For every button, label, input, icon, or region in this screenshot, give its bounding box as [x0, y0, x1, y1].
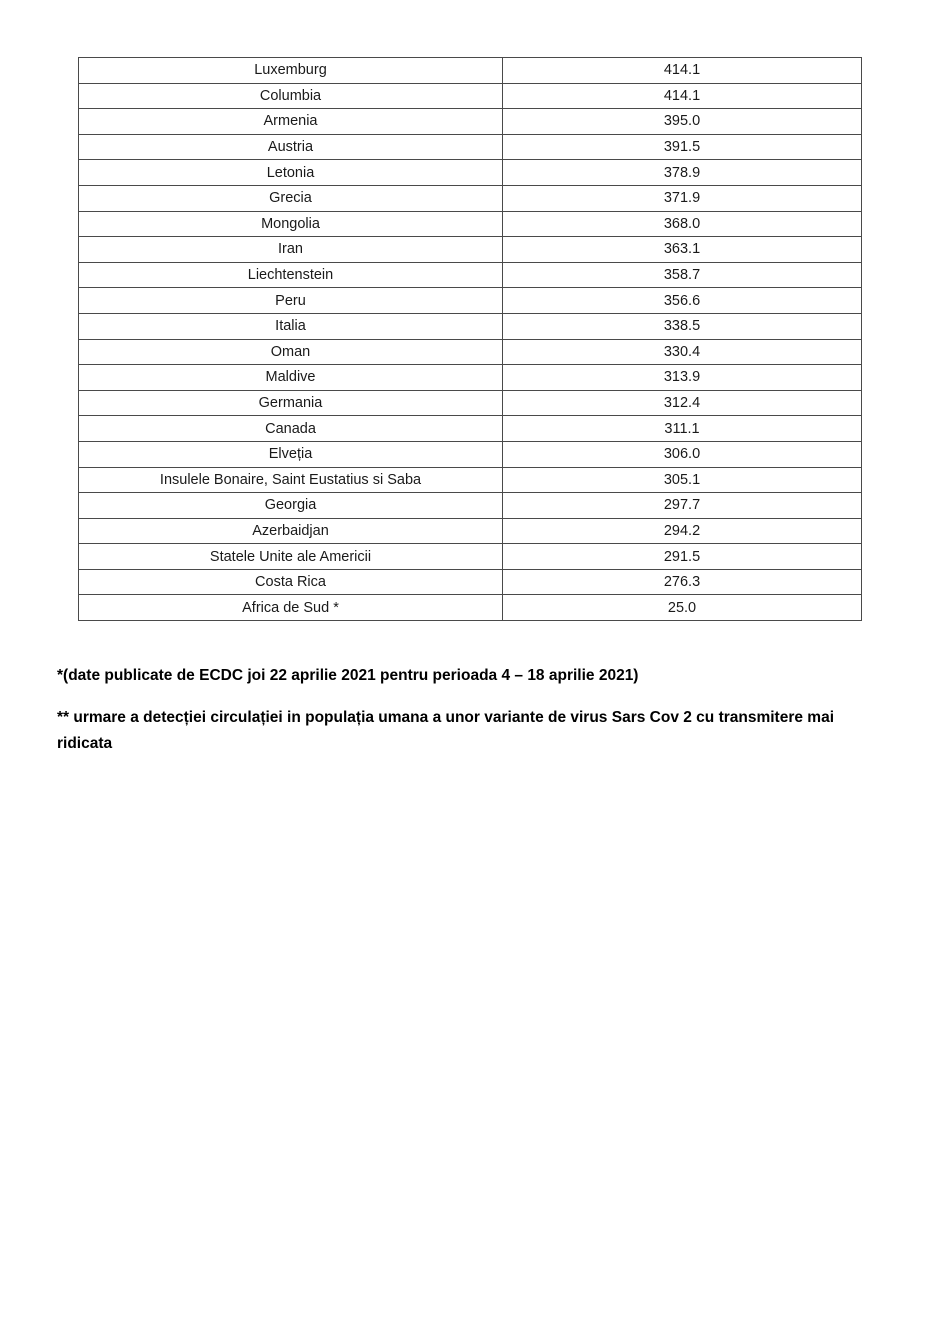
- country-cell: Luxemburg: [79, 58, 503, 84]
- country-cell: Armenia: [79, 109, 503, 135]
- table-row: [79, 416, 862, 442]
- country-cell: Maldive: [79, 365, 503, 391]
- incidence-value-cell: 291.5: [503, 544, 862, 570]
- table-row: [79, 288, 862, 314]
- incidence-value-cell: 391.5: [503, 134, 862, 160]
- incidence-value-cell: 414.1: [503, 83, 862, 109]
- incidence-value-cell: 313.9: [503, 365, 862, 391]
- country-cell: Grecia: [79, 185, 503, 211]
- table-row: [79, 518, 862, 544]
- table-row: [79, 493, 862, 519]
- incidence-value-cell: 358.7: [503, 262, 862, 288]
- country-cell: Mongolia: [79, 211, 503, 237]
- table-row: [79, 467, 862, 493]
- table-row: [79, 441, 862, 467]
- incidence-value-cell: 312.4: [503, 390, 862, 416]
- incidence-value-cell: 414.1: [503, 58, 862, 84]
- incidence-value-cell: 330.4: [503, 339, 862, 365]
- table-row: [79, 262, 862, 288]
- incidence-table: [78, 57, 862, 621]
- country-cell: Peru: [79, 288, 503, 314]
- table-row: [79, 390, 862, 416]
- incidence-value-cell: 297.7: [503, 493, 862, 519]
- table-row: [79, 365, 862, 391]
- country-cell: Liechtenstein: [79, 262, 503, 288]
- table-row: [79, 134, 862, 160]
- country-cell: Statele Unite ale Americii: [79, 544, 503, 570]
- country-cell: Iran: [79, 237, 503, 263]
- table-row: [79, 339, 862, 365]
- footnote-ecdc-source: *(date publicate de ECDC joi 22 aprilie 2021 pentru perioada 4 – 18 aprilie 2021): [57, 667, 639, 684]
- country-cell: Canada: [79, 416, 503, 442]
- country-cell: Italia: [79, 313, 503, 339]
- country-cell: Azerbaidjan: [79, 518, 503, 544]
- country-cell: Africa de Sud *: [79, 595, 503, 621]
- table-row: [79, 313, 862, 339]
- incidence-value-cell: 395.0: [503, 109, 862, 135]
- incidence-value-cell: 25.0: [503, 595, 862, 621]
- country-cell: Letonia: [79, 160, 503, 186]
- table-row: [79, 569, 862, 595]
- incidence-value-cell: 306.0: [503, 441, 862, 467]
- country-cell: Elveția: [79, 441, 503, 467]
- table-row: [79, 160, 862, 186]
- country-cell: Insulele Bonaire, Saint Eustatius si Saba: [79, 467, 503, 493]
- footnote-variants: ** urmare a detecției circulației in populația umana a unor variante de virus Sars Cov 2 cu transmitere mai ridicata: [57, 709, 835, 752]
- table-row: [79, 544, 862, 570]
- table-row: [79, 185, 862, 211]
- incidence-value-cell: 311.1: [503, 416, 862, 442]
- table-row: [79, 595, 862, 621]
- country-cell: Columbia: [79, 83, 503, 109]
- incidence-value-cell: 305.1: [503, 467, 862, 493]
- table-row: [79, 58, 862, 84]
- incidence-value-cell: 276.3: [503, 569, 862, 595]
- table-row: [79, 83, 862, 109]
- country-cell: Oman: [79, 339, 503, 365]
- country-cell: Costa Rica: [79, 569, 503, 595]
- incidence-value-cell: 294.2: [503, 518, 862, 544]
- country-cell: Georgia: [79, 493, 503, 519]
- incidence-value-cell: 368.0: [503, 211, 862, 237]
- country-cell: Austria: [79, 134, 503, 160]
- incidence-value-cell: 378.9: [503, 160, 862, 186]
- country-cell: Germania: [79, 390, 503, 416]
- incidence-table-body: [79, 58, 862, 621]
- table-row: [79, 211, 862, 237]
- table-row: [79, 237, 862, 263]
- incidence-value-cell: 356.6: [503, 288, 862, 314]
- incidence-value-cell: 338.5: [503, 313, 862, 339]
- incidence-value-cell: 371.9: [503, 185, 862, 211]
- incidence-value-cell: 363.1: [503, 237, 862, 263]
- table-row: [79, 109, 862, 135]
